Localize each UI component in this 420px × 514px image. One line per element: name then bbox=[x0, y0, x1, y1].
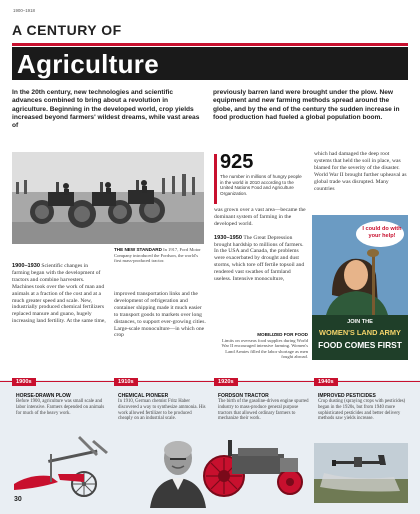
column-2: improved transportation links and the development of refrigeration and container shipping made it much easier to transport goods to markets over long distances, to support ever-growing cities. Large-scale monoculture—in which one crop bbox=[114, 291, 206, 339]
era-1900s-body: Before 1900, agriculture was small scale and labor intensive. Farmers depended on animals for much of the heavy work. bbox=[16, 399, 105, 416]
stat-text: The number in millions of hungry people in the world in 2010 according to the United Nations Food and Agriculture Organization. bbox=[220, 174, 302, 196]
era-1920s bbox=[218, 393, 310, 422]
intro-right: previously barren land were brought under the plow. New equipment and new farming methods spread around the globe, and by the end of the century the sudden increase in food production had fueled a global population boom. bbox=[213, 89, 400, 121]
stat-bar bbox=[214, 154, 217, 204]
page-title: Agriculture bbox=[17, 49, 159, 79]
col1-lead: 1900–1930 bbox=[12, 263, 40, 269]
era-1920s-body: The birth of the gasoline-driven engine spurred industry to mass-produce general purpose tractors that allowed ordinary farmers to mechanize their work. bbox=[218, 399, 309, 422]
era-label-1940s: 1940s bbox=[314, 378, 338, 386]
col1-text: Scientific changes in farming began with the development of tractors and combine harvesters. Machines took over the work of man and animals at a fraction of the cost and at a much greater speed and scale. New, industrially produced chemical fertilizers replaced manure and guano, hugely increasing land fertility. At the same time, bbox=[12, 263, 106, 325]
poster-army: WOMEN'S LAND ARMY bbox=[319, 328, 401, 337]
section-title: A CENTURY OF bbox=[12, 22, 122, 38]
land-army-poster bbox=[312, 215, 408, 360]
intro-left: In the 20th century, new technologies and scientific advances combined to bring about a revolution in agriculture. Beginning in the developed world, crop yields increased beyond farmers' wildest dreams, while vast areas of bbox=[12, 89, 200, 130]
timeline-line bbox=[0, 381, 420, 382]
col3-lead: 1930–1950 bbox=[214, 234, 242, 241]
photo-caption-head: THE NEW STANDARD bbox=[114, 247, 162, 252]
era-label-1920s: 1920s bbox=[214, 378, 238, 386]
era-1910s bbox=[118, 393, 206, 422]
date-range: 1900–1918 bbox=[13, 8, 35, 13]
column-4: which had damaged the deep root systems that held the soil in place, was blamed for the severity of the disaster. World War II brought further upheaval as global trade was disrupted. Many countries bbox=[314, 151, 407, 192]
col3-text: The Great Depression brought hardship to millions of farmers. In the USA and Canada, the problems were exacerbated by drought and dust storms, which tore off fertile topsoil and rendered vast swathes of farmland useless. Intensive monoculture, bbox=[214, 234, 305, 283]
fordson-tractor-image bbox=[198, 424, 312, 500]
era-1910s-head: CHEMICAL PIONEER bbox=[118, 393, 169, 399]
poster-bubble-text: I could do with your help! bbox=[362, 226, 402, 239]
poster-slogan: FOOD COMES FIRST bbox=[318, 340, 402, 350]
era-label-1900s: 1900s bbox=[12, 378, 36, 386]
poster-caption bbox=[214, 332, 308, 360]
era-1910s-body: In 1910, German chemist Fritz Haber discovered a way to synthesize ammonia. His work allowed fertilizer to be produced cheaply on an industrial scale. bbox=[118, 399, 206, 422]
plow-image bbox=[10, 430, 114, 500]
era-1920s-head: FORDSON TRACTOR bbox=[218, 393, 269, 399]
poster-join: JOIN THE bbox=[347, 319, 373, 325]
col3-top: was grown over a vast area—became the dominant system of farming in the developed world. bbox=[214, 207, 306, 227]
era-1900s-head: HORSE-DRAWN PLOW bbox=[16, 393, 71, 399]
era-1940s-body: Crop dusting (spraying crops with pesticides) began in the 1920s, but from 1940 more sophisticated pesticides and better delivery methods saw yields increase. bbox=[318, 399, 406, 422]
era-1940s bbox=[318, 393, 408, 422]
poster-caption-head: MOBILIZED FOR FOOD bbox=[257, 332, 308, 337]
page-number: 30 bbox=[14, 496, 22, 503]
tractor-photo bbox=[12, 152, 204, 244]
column-3 bbox=[214, 207, 306, 283]
stat-number: 925 bbox=[220, 151, 254, 173]
column-1 bbox=[12, 263, 106, 325]
era-1940s-head: IMPROVED PESTICIDES bbox=[318, 393, 376, 399]
era-1900s bbox=[16, 393, 106, 416]
photo-caption bbox=[114, 247, 204, 264]
poster-caption-text: Limits on overseas food supplies during World War II encouraged intensive farming. Women's Land Armies filled the labor shortage as men fought abroad. bbox=[221, 337, 308, 359]
red-rule bbox=[12, 43, 408, 46]
photo-caption-text: In 1917, Ford Motor Company introduced the Fordson, the world's first mass-produced tractor. bbox=[114, 247, 201, 263]
crop-duster-photo bbox=[314, 443, 408, 503]
era-label-1910s: 1910s bbox=[114, 378, 138, 386]
